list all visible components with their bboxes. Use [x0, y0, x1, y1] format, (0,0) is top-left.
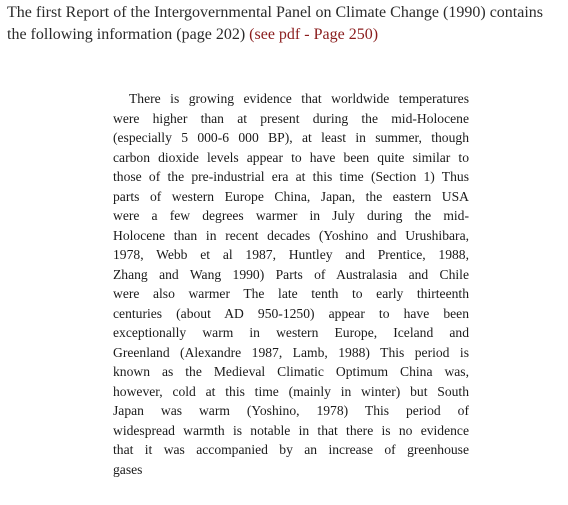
excerpt-line: widespread warmth is notable in that there is no evidence: [113, 422, 469, 438]
excerpt-line: however, cold at this time (mainly in winter) but South: [113, 383, 469, 399]
excerpt-line: were also warmer The late tenth to early thirteenth: [113, 286, 469, 301]
excerpt-line: There is growing evidence that worldwide temperatures: [129, 91, 469, 106]
excerpt-line: exceptionally warm in western Europe, Iceland and: [113, 325, 469, 340]
intro-text: The first Report of the Intergovernmental Panel on Climate Change (1990) contains the following information (page 202): [7, 4, 544, 43]
excerpt-line: gases: [113, 461, 143, 477]
excerpt-line: centuries (about AD 950-1250) appear to have been: [113, 305, 469, 321]
excerpt-line: Japan was warm (Yoshino, 1978) This period of: [113, 403, 469, 418]
intro-paragraph: [7, 2, 563, 46]
excerpt-line: parts of western Europe China, Japan, the eastern USA: [113, 188, 469, 204]
excerpt-line: those of the pre-industrial era at this time (Section 1) Thus: [113, 169, 469, 184]
excerpt-line: 1978, Webb et al 1987, Huntley and Prentice, 1988,: [113, 247, 469, 262]
excerpt-line: were higher than at present during the mid-Holocene: [113, 110, 469, 126]
excerpt-line: were a few degrees warmer in July during the mid-: [113, 208, 469, 223]
excerpt-line: Holocene than in recent decades (Yoshino and Urushibara,: [113, 227, 469, 243]
pdf-page-link[interactable]: (see pdf - Page 250): [249, 26, 379, 43]
excerpt-line: carbon dioxide levels appear to have been quite similar to: [113, 149, 469, 165]
excerpt-line: known as the Medieval Climatic Optimum China was,: [113, 364, 469, 379]
scanned-excerpt: [113, 89, 469, 479]
excerpt-line: Greenland (Alexandre 1987, Lamb, 1988) This period is: [113, 344, 469, 360]
excerpt-line: (especially 5 000-6 000 BP), at least in summer, though: [113, 130, 469, 145]
excerpt-line: Zhang and Wang 1990) Parts of Australasia and Chile: [113, 266, 469, 282]
excerpt-line: that it was accompanied by an increase of greenhouse: [113, 442, 469, 457]
